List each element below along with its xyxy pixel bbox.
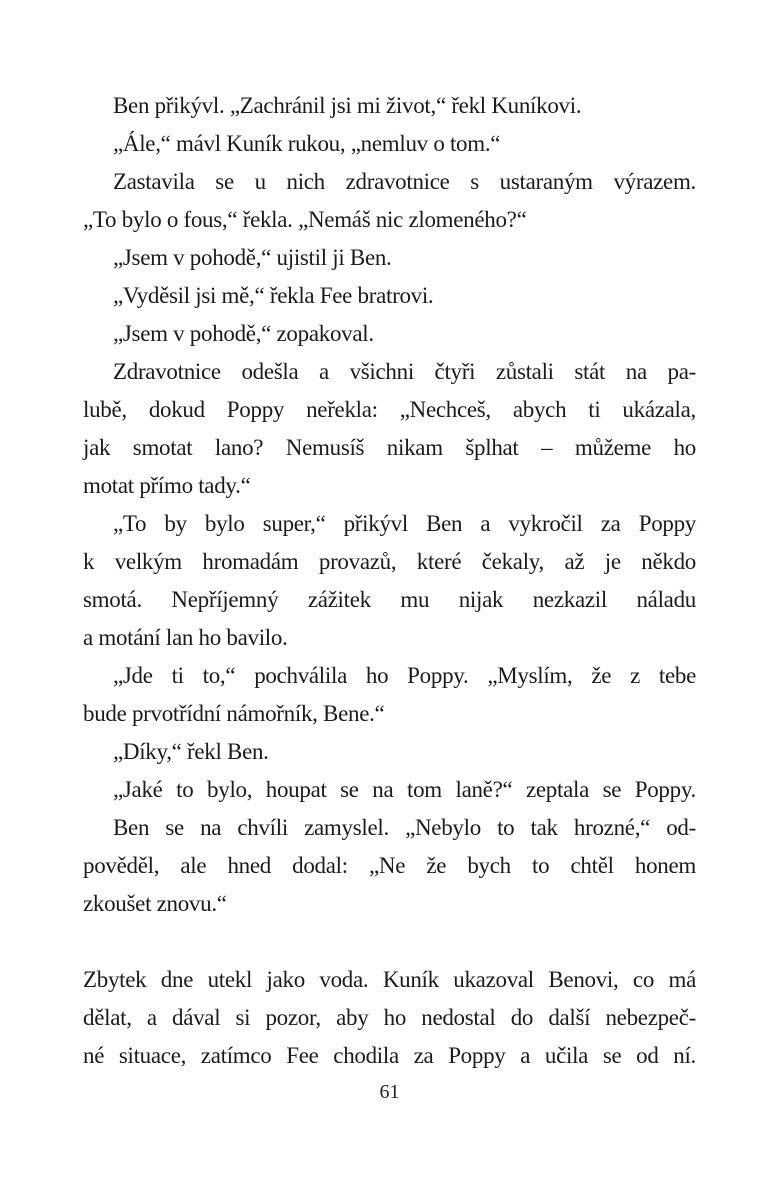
text-line: dělat, a dával si pozor, aby ho nedostal do další nebezpeč- [83,1005,696,1030]
text-line: lubě, dokud Poppy neřekla: „Nechceš, abych ti ukázala, [83,397,696,422]
text-line: Ben přikývl. „Zachránil jsi mi život,“ řekl Kuníkovi. [113,93,582,118]
text-line: bude prvotřídní námořník, Bene.“ [83,701,385,726]
paragraph [83,657,696,733]
text-line: „To bylo o fous,“ řekla. „Nemáš nic zlomeného?“ [83,207,527,232]
text-line: motat přímo tady.“ [83,473,251,498]
text-line: smotá. Nepříjemný zážitek mu nijak nezkazil náladu [83,587,696,612]
text-line: Ben se na chvíli zamyslel. „Nebylo to tak hrozné,“ od- [113,815,696,840]
paragraph [83,239,696,277]
paragraph [83,961,696,1075]
text-line: a motání lan ho bavilo. [83,625,288,650]
text-line: „Jsem v pohodě,“ ujistil ji Ben. [113,245,392,270]
paragraph [83,809,696,923]
text-line: „Jaké to bylo, houpat se na tom laně?“ zeptala se Poppy. [113,777,696,802]
page-text [83,87,696,1075]
paragraph [83,277,696,315]
text-line: „Jde ti to,“ pochválila ho Poppy. „Myslím, že z tebe [113,663,696,688]
paragraph [83,505,696,657]
text-line: „To by bylo super,“ přikývl Ben a vykročil za Poppy [113,511,696,536]
paragraph [83,733,696,771]
text-line: „Díky,“ řekl Ben. [113,739,269,764]
text-line: k velkým hromadám provazů, které čekaly, až je někdo [83,549,696,574]
text-line: „Ále,“ mávl Kuník rukou, „nemluv o tom.“ [113,131,501,156]
text-line: zkoušet znovu.“ [83,891,227,916]
paragraph [83,163,696,239]
text-line: Zastavila se u nich zdravotnice s ustaraným výrazem. [113,169,696,194]
text-line: pověděl, ale hned dodal: „Ne že bych to chtěl honem [83,853,696,878]
text-line: né situace, zatímco Fee chodila za Poppy a učila se od ní. [83,1043,696,1068]
paragraph [83,771,696,809]
text-line: Zbytek dne utekl jako voda. Kuník ukazoval Benovi, co má [83,967,696,992]
text-line: „Jsem v pohodě,“ zopakoval. [113,321,374,346]
text-line: jak smotat lano? Nemusíš nikam šplhat – můžeme ho [83,435,696,460]
text-line: „Vyděsil jsi mě,“ řekla Fee bratrovi. [113,283,434,308]
paragraph [83,315,696,353]
text-line: Zdravotnice odešla a všichni čtyři zůstali stát na pa- [113,359,696,384]
paragraph [83,87,696,125]
paragraph [83,125,696,163]
page-number: 61 [379,1081,400,1103]
paragraph [83,353,696,505]
